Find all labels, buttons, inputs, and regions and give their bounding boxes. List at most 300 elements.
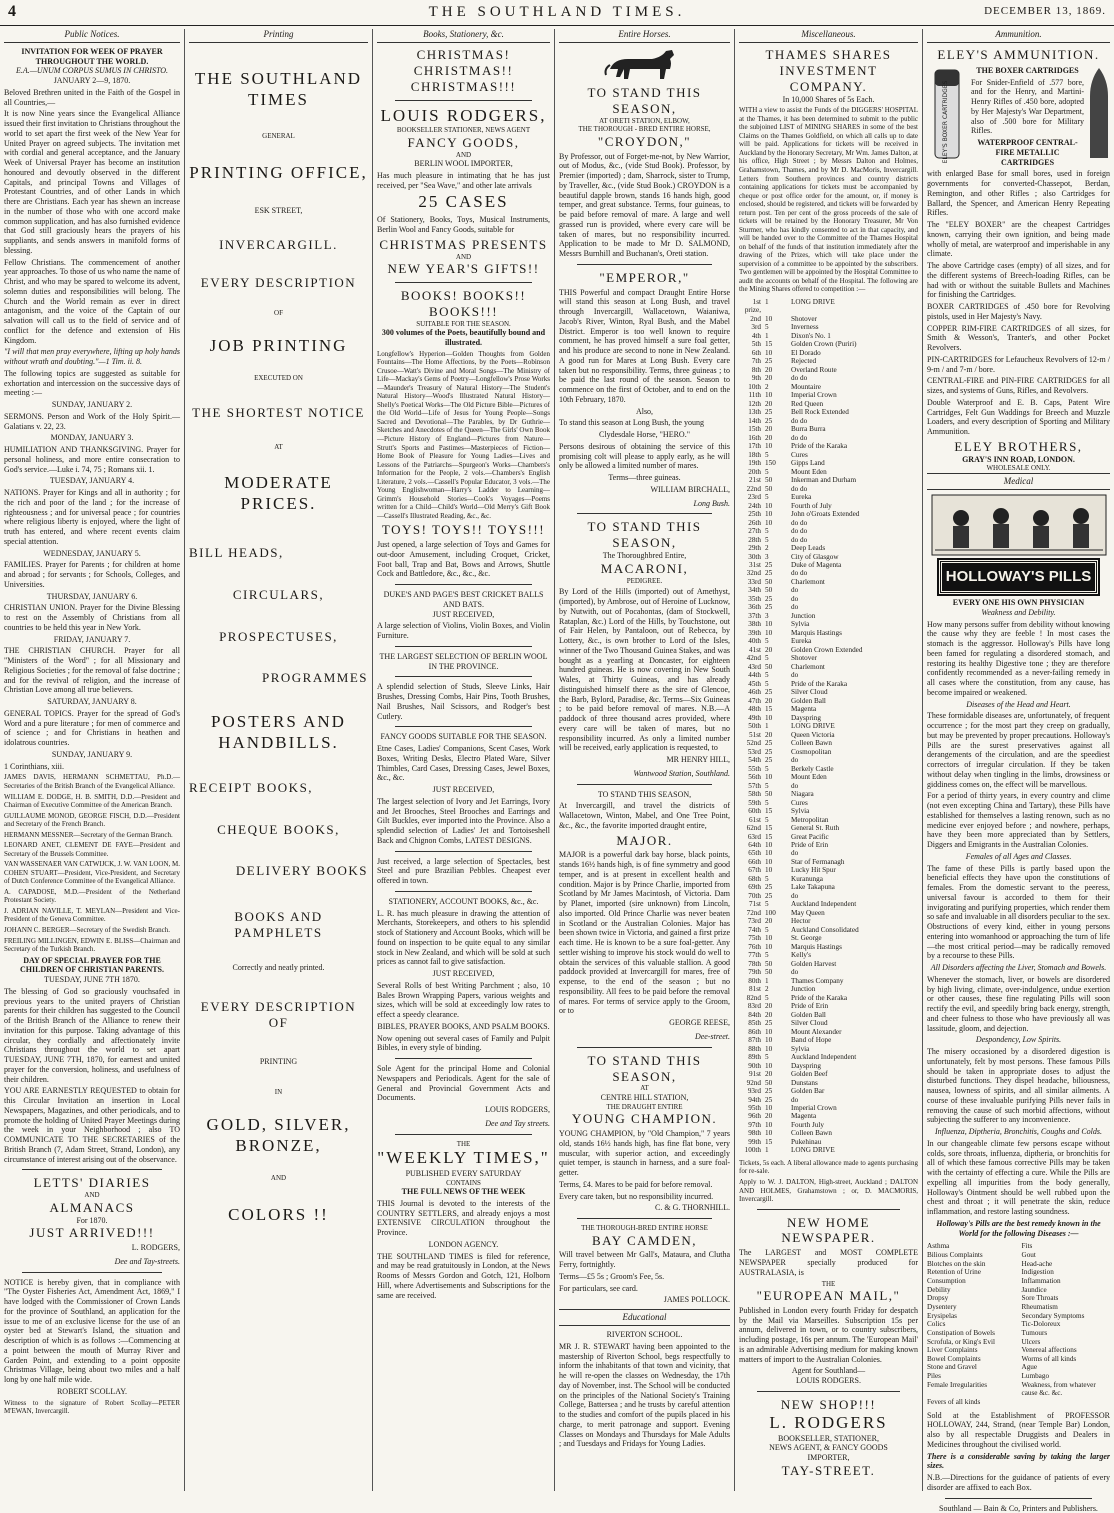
prize-row: [739, 459, 918, 467]
prize-mine: Queen Victoria: [791, 730, 835, 739]
prize-shares: 5: [765, 671, 769, 680]
prize-row: [739, 849, 918, 857]
paragraph: Has much pleasure in intimating that he has just received, per "Sea Wave," and other late arrivals: [377, 170, 550, 190]
prize-shares: 1: [765, 722, 769, 731]
disease-item: Indigestion: [1021, 1268, 1054, 1277]
paragraph: Double Waterproof and E. B. Caps, Patent Wire Cartridges, Felt Gun Waddings for Breech and Muzzle Loaders, and every description of Sporting and Military Ammunition.: [927, 397, 1110, 437]
column-heading: Ammunition.: [927, 29, 1110, 43]
prize-row: [739, 383, 918, 391]
prize-rank: 40th: [748, 637, 761, 646]
prize-mine: Duke of Magenta: [791, 561, 842, 569]
paragraph: Just opened, a large selection of Toys and Games for out-door Amusement, including Croquet, Cricket, Foot ball, Trap and Bat, Bows and Arrows, Shuttle Cock and Battledore, &c., &c., &c.: [377, 540, 550, 579]
ad-title: JUST RECEIVED,: [432, 785, 495, 795]
ad-text: AT: [640, 1084, 649, 1093]
prize-mine: Marquis Hastings: [791, 942, 842, 951]
prize-rank: 28th: [748, 535, 761, 544]
prize-mine: John o'Groats Extended: [791, 510, 860, 519]
prize-rank: 14th: [748, 416, 761, 425]
prize-row: [739, 934, 918, 942]
paragraph: Terms, £4. Mares to be paid for before removal.: [559, 1179, 713, 1189]
paragraph: Of Stationery, Books, Toys, Musical Instruments, Berlin Wool and Fancy Goods, suitable for: [377, 215, 550, 234]
prize-mine: Colleen Bawn: [791, 739, 832, 748]
prize-shares: 10: [765, 510, 773, 519]
prize-shares: 20: [765, 730, 773, 739]
prize-rank: 46th: [748, 688, 761, 697]
prize-row: [739, 595, 918, 603]
ad-title: TOYS! TOYS!! TOYS!!!: [381, 522, 546, 538]
paragraph: Now opening out several cases of Family and Pulpit Bibles, in every style of binding.: [377, 1033, 550, 1053]
print-text: THE SHORTEST NOTICE: [192, 404, 365, 420]
prize-mine: Band of Hope: [791, 1036, 832, 1045]
prize-mine: Fourth July: [791, 1120, 824, 1129]
ad-text: PUBLISHED EVERY SATURDAY: [405, 1168, 522, 1178]
prize-mine: Inkerman and Durham: [791, 476, 857, 485]
prize-mine: LONG DRIVE: [791, 722, 835, 731]
prize-row: [739, 671, 918, 679]
prize-rank: 17th: [748, 442, 761, 451]
issue-date: DECEMBER 13, 1869.: [984, 5, 1106, 17]
prize-row: [739, 985, 918, 993]
paragraph: There is a considerable saving by taking the larger sizes.: [927, 1451, 1110, 1471]
prize-row: [739, 790, 918, 798]
print-text: AND: [270, 1174, 287, 1183]
prize-shares: 50: [765, 790, 773, 799]
prize-shares: 1: [765, 297, 769, 306]
prize-mine: Sylvia: [791, 1044, 810, 1053]
signatory: FREILING MILLINGEN, EDWIN E. BLISS—Chairman and Secretary of the Turkish Branch.: [4, 936, 180, 954]
prize-rank: 72nd: [746, 908, 761, 917]
print-text: ESK STREET,: [254, 205, 303, 215]
signatory: HERMANN MESSNER—Secretary of the German Branch.: [4, 830, 173, 839]
ad-title: JUST RECEIVED,: [432, 609, 495, 619]
prize-mine: do do: [791, 569, 808, 578]
paragraph: Whenever the stomach, liver, or bowels are disordered by high living, climate, over-indulgence, undue exertion or other causes, these fine regulating Pills will soon rectify the evil, and speedily bring back energy, strength, and cheer fulness to those who have previously all was lassitude, gloom, and dejection.: [927, 974, 1110, 1033]
prize-rank: 21st: [749, 476, 761, 485]
print-title: PRINTING OFFICE,: [189, 162, 368, 182]
ad-title: CHRISTMAS PRESENTS: [379, 236, 548, 252]
prize-shares: 5: [765, 679, 769, 688]
ad-title: DUKE'S AND PAGE'S BEST CRICKET BALLS AND BATS.: [383, 590, 544, 609]
divider: [757, 1391, 900, 1392]
prize-row: [739, 697, 918, 705]
prize-rank: 4th: [751, 331, 761, 340]
notice-headline: INVITATION FOR WEEK OF PRAYER THROUGHOUT THE WORLD.: [21, 46, 163, 66]
print-text: OF: [274, 309, 283, 318]
prize-shares: 20: [765, 645, 773, 654]
ad-title: ELEY'S AMMUNITION.: [937, 46, 1100, 62]
disease-item: Female Irregularities: [927, 1380, 988, 1389]
prize-row: [739, 417, 918, 425]
prize-row: [739, 943, 918, 951]
prize-rank: 79th: [748, 968, 761, 977]
prize-row: [739, 366, 918, 374]
ad-address: Dee-street.: [694, 1031, 730, 1041]
signatory: JAMES DAVIS, HERMANN SCHMETTAU, Ph.D.—Secretaries of the British Branch of the Evangelical Alliance.: [4, 773, 180, 790]
subheading: Holloway's Pills are the best remedy known in the World for the following Diseases :—: [936, 1218, 1101, 1238]
prize-mine: Great Pacific: [791, 832, 829, 841]
prize-shares: 5: [765, 874, 769, 883]
divider: [757, 1209, 900, 1210]
print-title: GOLD, SILVER, BRONZE,: [206, 1114, 351, 1155]
prize-rank: 73rd: [747, 917, 761, 926]
prize-mine: do: [791, 891, 799, 900]
prize-mine: Fourth of July: [791, 501, 832, 510]
disease-item: Dropsy: [927, 1294, 949, 1303]
prize-rank: 62nd: [746, 824, 761, 833]
prize-shares: 2: [765, 382, 769, 391]
product-banner: HOLLOWAY'S PILLS: [939, 560, 1098, 594]
ad-title: LONDON AGENCY.: [428, 1239, 499, 1249]
prize-shares: 1: [765, 331, 769, 340]
prize-mine: Golden Bar: [791, 1087, 825, 1096]
prize-rank: 29th: [748, 544, 761, 553]
prize-mine: Lake Takapuna: [791, 883, 835, 892]
prize-shares: 5: [765, 493, 769, 502]
prize-mine: do: [791, 594, 799, 603]
divider: [395, 851, 532, 852]
cartridge-icon: [927, 66, 967, 162]
prize-mine: do: [791, 671, 799, 680]
prize-row: [739, 629, 918, 637]
day-heading: MONDAY, JANUARY 3.: [50, 433, 134, 443]
disease-item: Sore Throats: [1021, 1294, 1059, 1303]
print-text: CIRCULARS,: [232, 586, 325, 602]
prize-shares: 10: [765, 942, 773, 951]
day-topic: HUMILIATION AND THANKSGIVING. Prayer for personal holiness, and more entire consecration to God's service.—Luke i. 74, 75 ; Romans xii. 1.: [4, 445, 180, 474]
ad-text: Terms—three guineas.: [608, 473, 681, 483]
disease-item: Tic-Doloreux: [1021, 1320, 1061, 1329]
ad-address: Long Bush.: [693, 498, 730, 508]
prize-rank: 80th: [748, 976, 761, 985]
prize-row: [739, 1146, 918, 1154]
prize-shares: 5: [765, 450, 769, 459]
print-text: PROGRAMMES: [261, 670, 368, 686]
prize-rank: 58th: [748, 790, 761, 799]
paragraph: YOUNG CHAMPION, by "Old Champion," 7 years old, stands 16½ hands high, has fine flat bone, very muscular, with superior action, and exceedingly quiet temper, is staunch in harness, and a sure foal-getter.: [559, 1129, 730, 1178]
prize-shares: 25: [765, 747, 773, 756]
prize-rank: 54th: [748, 756, 761, 765]
prize-row: [739, 782, 918, 790]
paragraph: In our changeable climate few persons escape without colds, sore throats, influenza, diptheria, or bronchitis for all of which these famous corrective Pills may be taken with the certainty of effecting a cure. While the Pills are expelling all impurities from the body generally, Holloway's Ointment should be well rubbed upon the chest and throat ; it will penetrate the skin, reduce inflammation, and restore lasting soundness.: [927, 1138, 1110, 1217]
prize-mine: Pride of the Karaka: [791, 993, 848, 1002]
prize-mine: Junction: [791, 985, 816, 994]
ad-text: THE THOROUGH - BRED ENTIRE HORSE,: [578, 125, 711, 134]
ad-title: 25 CASES: [418, 192, 509, 212]
prize-row: [739, 1129, 918, 1137]
prize-shares: 20: [765, 1112, 773, 1121]
horse-name: "EMPEROR,": [599, 269, 690, 285]
prize-rank: 87th: [748, 1036, 761, 1045]
ad-title: TO STAND THIS SEASON,: [587, 84, 702, 116]
prize-rank: 64th: [748, 840, 761, 849]
prize-row: [739, 1112, 918, 1120]
divider: [577, 264, 712, 265]
prize-mine: Auckland Consolidated: [791, 925, 859, 934]
prize-rank: 88th: [748, 1044, 761, 1053]
column-miscellaneous: [734, 29, 922, 1491]
prize-row: [739, 892, 918, 900]
masthead: [0, 0, 1114, 26]
prize-shares: 10: [765, 391, 773, 400]
prize-shares: 10: [765, 840, 773, 849]
disease-item: Ulcers: [1021, 1337, 1041, 1346]
disease-item: Bowel Complaints: [927, 1354, 981, 1363]
prize-shares: 10: [765, 620, 773, 629]
prize-row: [739, 951, 918, 959]
prize-row: [739, 1087, 918, 1095]
prize-row: [739, 807, 918, 815]
prize-rank: 48th: [748, 705, 761, 714]
prize-mine: Golden Ball: [791, 1010, 826, 1019]
bullet-icon: [1088, 66, 1110, 162]
ad-title: STATIONERY, ACCOUNT BOOKS, &c., &c.: [388, 896, 539, 906]
prize-shares: 15: [765, 832, 773, 841]
prize-rank: 42nd: [746, 654, 761, 663]
prize-mine: Kuranunga: [791, 874, 823, 883]
day-heading: WEDNESDAY, JANUARY 5.: [43, 548, 141, 558]
divider: [395, 1134, 532, 1135]
prize-rank: 3rd: [751, 323, 761, 332]
prize-mine: Colleen Bawn: [791, 1129, 832, 1138]
column-heading: Printing: [189, 29, 368, 43]
newspaper-title: THE SOUTHLAND TIMES.: [428, 4, 686, 20]
prize-row: [739, 714, 918, 722]
ad-text: Agent for Southland—: [791, 1366, 866, 1376]
paragraph: The LARGEST and MOST COMPLETE NEWSPAPER specially produced for AUSTRALASIA, is: [739, 1248, 918, 1277]
paragraph: NOTICE is hereby given, that in compliance with "The Oyster Fisheries Act, Amendment Act, 1869," I have lodged with the Commissioner of Crown Lands for the province of Southland, an application for the issue to me of an exclusive license for the use of an oyster bed at Stewart's Island, the situation and description of which is as follows :—Commencing at a point between the mouth of Murray River and Garden Point, and extending to a point opposite Christmas Village, being about two miles and a half long by one half mile wide.: [4, 1277, 180, 1385]
paragraph: Etne Cases, Ladies' Companions, Scent Cases, Work Boxes, Writing Desks, Electro Plated Ware, Silver Thimbles, Card Cases, Dressing Cases, Jewel Boxes, &c., &c.: [377, 744, 550, 783]
print-text: INVERCARGILL.: [219, 237, 338, 253]
prize-mine: May Queen: [791, 908, 825, 917]
prize-row: [739, 391, 918, 399]
prize-mine: Charlemont: [791, 662, 825, 671]
prize-rank: 96th: [748, 1112, 761, 1121]
ad-title: NEW YEAR'S GIFTS!!: [387, 261, 540, 277]
prize-mine: Silver Cloud: [791, 1019, 828, 1028]
prize-list: [739, 298, 918, 1155]
ad-address: Wantwood Station, Southland.: [633, 768, 730, 778]
ad-title: FANCY GOODS SUITABLE FOR THE SEASON.: [380, 732, 547, 742]
subheading: Weakness and Debility.: [981, 607, 1056, 617]
ad-title: "WEEKLY TIMES,": [377, 1148, 550, 1168]
prize-rank: 25th: [748, 510, 761, 519]
prize-rank: 39th: [748, 628, 761, 637]
column-heading: Entire Horses.: [559, 29, 730, 43]
day-topic: SERMONS. Person and Work of the Holy Spirit.—Galatians v. 22, 23.: [4, 411, 180, 431]
ad-address: Dee and Tay-streets.: [114, 1256, 180, 1266]
prize-row: [739, 637, 918, 645]
ad-text: TAY-STREET.: [781, 1462, 876, 1478]
prize-mine: do do: [791, 433, 808, 442]
prize-row: [739, 1028, 918, 1036]
divider: [395, 584, 532, 585]
prize-row: [739, 1036, 918, 1044]
prize-mine: Metropolitan: [791, 815, 829, 824]
day-topic: THE CHRISTIAN CHURCH. Prayer for all "Ministers of the Word" ; for all Missionary and Religious Societies ; for the removal of false doctrine ; and for the revival of religion, and the increase of Christian Love among all true believers.: [4, 646, 180, 695]
prize-mine: Bell Rock Extended: [791, 408, 849, 417]
paragraph: The "ELEY BOXER" are the cheapest Cartridges known, carrying their own ignition, and being made wholly of metal, are waterproof and imperishable in any climate.: [927, 220, 1110, 259]
prize-row: [739, 408, 918, 416]
prize-mine: Shotover: [791, 314, 817, 323]
divider: [395, 282, 532, 283]
ad-text: SUITABLE FOR THE SEASON.: [416, 319, 511, 328]
prize-row: [739, 1096, 918, 1104]
witness: Witness to the signature of Robert Scollay—PETER M'EWAN, Invercargill.: [4, 1398, 180, 1416]
prize-rank: 5th: [751, 340, 761, 349]
prize-shares: 10: [765, 849, 773, 858]
prize-rank: 71st: [749, 900, 761, 909]
prize-row: [739, 332, 918, 340]
ad-title: JUST RECEIVED,: [432, 969, 495, 979]
ad-text: BOOKSELLER STATIONER, NEWS AGENT: [396, 126, 531, 135]
prize-rank: 60th: [748, 807, 761, 816]
prize-rank: 30th: [748, 552, 761, 561]
prize-rank: 75th: [748, 934, 761, 943]
disease-item: Rheumatism: [1021, 1302, 1058, 1311]
printer-imprint: Southland — Bain & Co, Printers and Publishers.: [939, 1503, 1098, 1513]
prize-rank: 2nd: [750, 314, 761, 323]
paragraph: The above Cartridge cases (empty) of all sizes, and for the different systems of Breech-loading Rifles, can be had with or without the suitable Bullets and Machines for finishing the Cartridges.: [927, 261, 1110, 300]
paragraph: MR J. R. STEWART having been appointed to the mastership of Riverton School, begs respectfully to inform the inhabitants of that town and vicinity, that he will re-open the classes on Wednesday, the 17th day of November, inst. The School will be conducted on the principles of the National Society's Training College, Battersea ; and he trusts by careful attention to the studies and comfort of the pupils placed in his charge, to merit patronage and support. Evening Classes on Mondays and Thursdays for Male Adults ; and Tuesdays and Fridays for Young Ladies.: [559, 1341, 730, 1449]
prize-shares: 10: [765, 713, 773, 722]
ad-text: 300 volumes of the Poets, beautifully bound and illustrated.: [381, 328, 546, 347]
print-text: PROSPECTUSES,: [219, 628, 338, 644]
notice-dates: JANUARY 2—9, 1870.: [53, 76, 131, 86]
prize-mine: Inverness: [791, 323, 819, 332]
paragraph: THE SOUTHLAND TIMES is filed for reference, and may be read gratuitously in London, at the News Rooms of Messrs Gordon and Gotch, 121, Holborn Hill, where Advertisements and Subscriptions for the same are received.: [377, 1251, 550, 1300]
prize-shares: 10: [765, 857, 773, 866]
prize-mine: Dayspring: [791, 713, 821, 722]
prize-row: [739, 1002, 918, 1010]
prize-mine: Silver Cloud: [791, 688, 828, 697]
prize-row: [739, 502, 918, 510]
disease-item: Stone and Gravel: [927, 1363, 977, 1372]
prize-shares: 10: [765, 934, 773, 943]
paragraph: THIS Journal is devoted to the interests of the COUNTRY SETTLERS, and already enjoys a most EXTENSIVE CIRCULATION throughout the Province.: [377, 1198, 550, 1238]
prize-shares: 10: [765, 1129, 773, 1138]
disease-item: Lumbago: [1021, 1372, 1050, 1381]
prize-row: [739, 425, 918, 433]
disease-item: Scrofula, or King's Evil: [927, 1337, 995, 1346]
prize-rank: 41st: [749, 645, 761, 654]
prize-rank: 67th: [748, 866, 761, 875]
paragraph: The following topics are suggested as suitable for exhortation and intercession on the successive days of meeting :—: [4, 368, 180, 398]
ad-title: FANCY GOODS,: [407, 134, 520, 150]
ad-title: JUST ARRIVED!!!: [29, 1225, 155, 1241]
prize-rank: 44th: [748, 671, 761, 680]
print-text: EVERY DESCRIPTION OF: [200, 998, 357, 1030]
paragraph: The blessing of God so graciously vouchsafed in previous years to the united prayers of Christian parents for their children has suggested to the Council of the British Branch of the Alliance to renew their invitation for this purpose. Taking advantage of this circular, they cordially and affectionately invite Christians throughout the world to set apart TUESDAY, JUNE 7TH, 1870, for earnest and united prayer for the conversion, holiness, and usefulness of their children.: [4, 986, 180, 1084]
prize-rank: 98th: [748, 1129, 761, 1138]
prize-row: [739, 858, 918, 866]
prize-mine: Golden Crown Extended: [791, 645, 863, 654]
horse-illustration: [600, 47, 690, 81]
prize-shares: 10: [765, 866, 773, 875]
prize-rank: 76th: [748, 942, 761, 951]
ad-title: L. RODGERS: [769, 1412, 888, 1432]
ad-text: AND: [455, 252, 472, 261]
prize-row: [739, 917, 918, 925]
paragraph: It is now Nine years since the Evangelical Alliance issued their first invitation to Christians throughout the world to set apart the first week of the New Year for United Prayer on agreed subjects. The invitation met with cordial and general acceptance, and the January Week of Universal Prayer has become an institution honoured and devoutly observed in the different Capitals, and principal Towns and Villages of Protestant Countries, and of other Lands in which there are Christians. Each year has shewn an increase in the number of those who with one accord make common supplication, and has also furnished evidence that God still graciously hears the prayers of his suppliants, and sends answers in manifold forms of blessing.: [4, 109, 180, 255]
prize-rank: 27th: [748, 527, 761, 536]
notice-headline: DAY OF SPECIAL PRAYER FOR THE CHILDREN OF CHRISTIAN PARENTS.: [19, 955, 165, 975]
prize-row: [739, 442, 918, 450]
ad-title: WATERPROOF CENTRAL-FIRE METALLIC CARTRIDGES: [977, 138, 1078, 167]
ad-title: TO STAND THIS SEASON,: [587, 1052, 702, 1084]
signatory: J. ADRIAN NAVILLE, T. MEYLAN—President and Vice-President of the Geneva Committee.: [4, 906, 180, 924]
disease-item: Dysentery: [927, 1302, 957, 1311]
prize-mine: City of Glasgow: [791, 552, 839, 561]
prize-row: [739, 493, 918, 501]
ad-title: "EUROPEAN MAIL,": [756, 1288, 901, 1304]
ad-text: Also,: [635, 406, 654, 416]
prize-mine: Cures: [791, 798, 808, 807]
prize-rank: 49th: [748, 713, 761, 722]
prize-shares: 50: [765, 586, 773, 595]
ad-signature: MR HENRY HILL,: [666, 755, 730, 765]
prize-shares: 25: [765, 416, 773, 425]
print-text: AT: [274, 442, 283, 451]
prize-row: [739, 968, 918, 976]
disease-item: Constipation of Bowels: [927, 1328, 995, 1337]
prize-mine: Hector: [791, 917, 811, 926]
divider: [395, 676, 532, 677]
prize-shares: 50: [765, 662, 773, 671]
prize-row: [739, 773, 918, 781]
prize-shares: 15: [765, 807, 773, 816]
prize-mine: do: [791, 849, 799, 858]
prize-shares: 10: [765, 1120, 773, 1129]
prize-shares: 20: [765, 365, 773, 374]
prize-mine: Charlemont: [791, 577, 825, 586]
paragraph: Apply to W. J. DALTON, High-street, Auckland ; DALTON AND HOLMES, Grahamstown ; or, D. MACMORIS, Invercargill.: [739, 1177, 918, 1204]
prize-mine: do do: [791, 518, 808, 527]
scripture-quote: "I will that men pray everywhere, lifting up holy hands without wrath and doubting."—1 Tim. ii. 8.: [4, 347, 180, 367]
prize-rank: 83rd: [747, 1002, 761, 1011]
prize-mine: Junction: [791, 611, 816, 620]
prize-rank: 1st prize,: [744, 297, 761, 315]
signatory: WILLIAM E. DODGE, H. B. SMITH, D.D.—President and Chairman of Executive Committee of the American Branch.: [4, 792, 180, 810]
paragraph: THIS Powerful and compact Draught Entire Horse will stand this season at Long Bush, and travel through Invercargill, Wallacetown, Waianiwa, Jacob's River, Winton, Ryal Bush, and the Mabel District. Emperor is too well known to require comment, he has proved himself a sure foal getter, and his produce are second to none in New Zealand. A good run for Mares at Long Bush. Every care taken but no responsibility. Terms, three guineas ; to be paid the last round of the season. Season to commence on the first of October, and to end on the 10th February, 1870.: [559, 287, 730, 404]
day-heading: SUNDAY, JANUARY 2.: [51, 400, 133, 410]
prize-row: [739, 349, 918, 357]
divider: [577, 1047, 712, 1048]
prize-shares: 25: [765, 603, 773, 612]
prize-rank: 12th: [748, 399, 761, 408]
ad-title: ALMANACS: [49, 1199, 135, 1215]
subheading: Diseases of the Head and Heart.: [966, 699, 1071, 709]
prize-rank: 66th: [748, 857, 761, 866]
prize-rank: 9th: [751, 374, 761, 383]
prize-mine: Dixon's No. 1: [791, 331, 831, 340]
prize-row: [739, 1062, 918, 1070]
signatory: LEONARD ANET, CLEMENT DE FAYE—President and Secretary of the Brussels Committee.: [4, 841, 180, 858]
divider: [22, 1169, 162, 1170]
prize-mine: Auckland Independent: [791, 900, 857, 909]
ad-signature: ROBERT SCOLLAY.: [56, 1386, 128, 1396]
prize-shares: 20: [765, 374, 773, 383]
paragraph: CENTRAL-FIRE and PIN-FIRE CARTRIDGES for all sizes, and systems of Guns, Rifles, and Revolvers.: [927, 376, 1110, 396]
ad-title: EVERY ONE HIS OWN PHYSICIAN: [952, 598, 1085, 608]
paragraph: BOXER CARTRIDGES of .450 bore for Revolving pistols, used in Her Majesty's Navy.: [927, 302, 1110, 321]
prize-rank: 32nd: [746, 569, 761, 578]
prize-rank: 100th: [744, 1146, 761, 1155]
ad-text: WHOLESALE ONLY.: [986, 464, 1051, 473]
ad-title: LETTS' DIARIES: [33, 1175, 151, 1191]
prize-row: [739, 510, 918, 518]
prize-shares: 25: [765, 1095, 773, 1104]
prize-row: [739, 960, 918, 968]
